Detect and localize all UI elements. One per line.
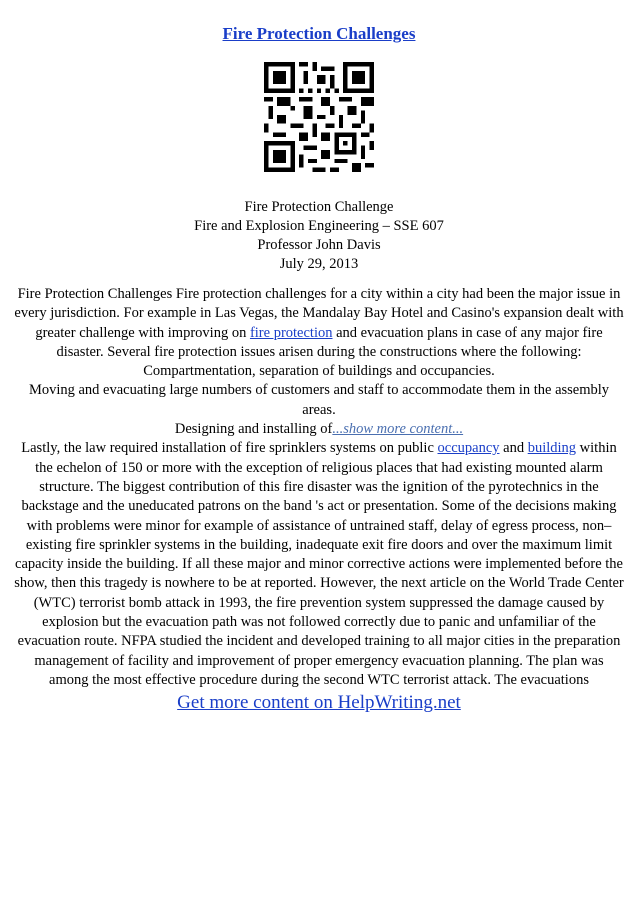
occupancy-link[interactable]: occupancy bbox=[437, 440, 500, 457]
document-title[interactable]: Fire Protection Challenges bbox=[222, 24, 416, 43]
professor-name: Professor John Davis bbox=[257, 237, 381, 253]
course-name: Fire and Explosion Engineering – SSE 607 bbox=[194, 218, 444, 234]
document-header bbox=[0, 198, 638, 274]
paragraph: Compartmentation, separation of buildings and occupancies. bbox=[143, 363, 495, 380]
show-more-link[interactable]: ...show more content... bbox=[332, 421, 464, 438]
get-more-content-link[interactable]: Get more content on HelpWriting.net bbox=[177, 692, 461, 713]
paper-title: Fire Protection Challenge bbox=[244, 199, 394, 215]
paragraph: Moving and evacuating large numbers of customers and staff to accommodate them in the assembly areas. bbox=[28, 382, 610, 418]
qr-code bbox=[264, 62, 374, 172]
paragraph: Designing and installing of...show more content... bbox=[174, 421, 464, 438]
paragraph: Fire Protection Challenges Fire protection challenges for a city within a city had been the major issue in every jurisdiction. For example in Las Vegas, the Mandalay Bay Hotel and Casino's expansion dealt with greater challenge with improving on fire protection and evacuation plans in case of any major fire disaster. Several fire protection issues arisen during the constructions where the following: bbox=[14, 286, 624, 360]
document-body bbox=[14, 285, 624, 690]
building-link[interactable]: building bbox=[527, 440, 577, 457]
document-date: July 29, 2013 bbox=[279, 256, 359, 272]
paragraph: Lastly, the law required installation of fire sprinklers systems on public occupancy and building within the echelon of 150 or more with the exception of religious places that had existing mounted alarm structure. The biggest contribution of this fire disaster was the ignition of the pyrotechnics in the backstage and the uneducated patrons on the band 's act or presentation. Some of the decisions making with problems were minor for example of assistance of untrained staff, delay of egress process, non–existing fire sprinkler systems in the building, inadequate exit fire doors and over the maximum limit capacity inside the building. If all these major and minor corrective actions were implemented before the show, then this tragedy is nowhere to be at reported. However, the next article on the World Trade Center (WTC) terrorist bomb attack in 1993, the fire prevention system suppressed the damage caused by explosion but the evacuation path was not followed correctly due to panic and unfamiliar of the evacuation route. NFPA studied the incident and developed training to all major cities in the preparation management of facility and improvement of proper emergency evacuation planning. The plan was among the most effective procedure during the second WTC terrorist attack. The evacuations bbox=[14, 440, 624, 688]
fire-protection-link[interactable]: fire protection bbox=[249, 324, 333, 341]
